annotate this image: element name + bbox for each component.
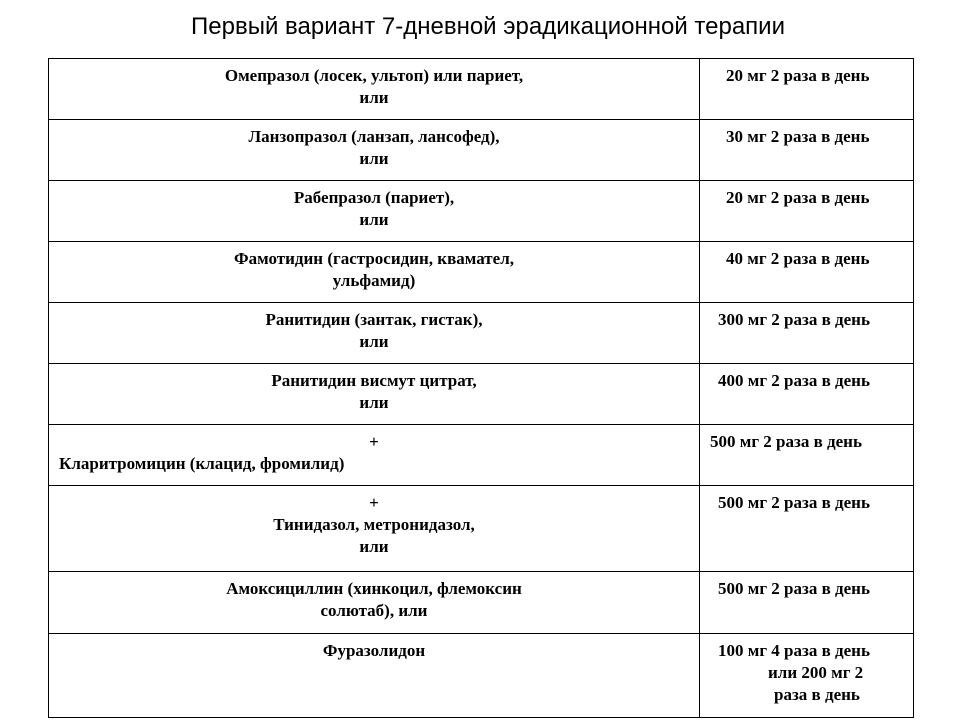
drug-cell — [49, 425, 700, 486]
drug-text: Амоксициллин (хинкоцил, флемоксин — [226, 579, 522, 598]
drug-text: или — [359, 537, 389, 556]
drug-text: или — [359, 332, 389, 351]
dose-text: 100 мг 4 раза в день — [718, 641, 870, 660]
drug-text: или — [359, 88, 389, 107]
drug-cell — [49, 242, 700, 303]
drug-text: или — [359, 149, 389, 168]
dose-text: 30 мг 2 раза в день — [726, 127, 870, 146]
dose-text: или 200 мг 2 — [768, 663, 864, 682]
dose-text: раза в день — [774, 685, 860, 704]
dose-text: 400 мг 2 раза в день — [718, 371, 870, 390]
dose-text: 20 мг 2 раза в день — [726, 188, 870, 207]
table-row — [49, 486, 914, 572]
drug-cell — [49, 572, 700, 634]
dose-text: 500 мг 2 раза в день — [710, 432, 862, 451]
therapy-table — [48, 58, 914, 718]
dose-cell — [700, 303, 914, 364]
dose-cell — [700, 572, 914, 634]
drug-text: Ранитидин висмут цитрат, — [271, 371, 477, 390]
drug-text: или — [359, 393, 389, 412]
table-row — [49, 364, 914, 425]
drug-text: Тинидазол, метронидазол, — [273, 515, 475, 534]
dose-cell — [700, 486, 914, 572]
table-row — [49, 59, 914, 120]
table-row — [49, 634, 914, 718]
dose-cell — [700, 364, 914, 425]
dose-text: 20 мг 2 раза в день — [726, 66, 870, 85]
slide-title: Первый вариант 7-дневной эрадикационной терапии — [191, 13, 785, 40]
table-row — [49, 242, 914, 303]
drug-cell — [49, 181, 700, 242]
plus-sign: + — [369, 493, 379, 512]
drug-text: или — [359, 210, 389, 229]
plus-sign: + — [369, 432, 379, 451]
drug-text: Фуразолидон — [322, 641, 426, 660]
table-row — [49, 572, 914, 634]
drug-text: солютаб), или — [320, 601, 428, 620]
dose-cell — [700, 242, 914, 303]
dose-text: 40 мг 2 раза в день — [726, 249, 870, 268]
drug-text: Кларитромицин (клацид, фромилид) — [59, 454, 345, 473]
table-row — [49, 425, 914, 486]
dose-cell — [700, 425, 914, 486]
table-row — [49, 120, 914, 181]
table-row — [49, 303, 914, 364]
drug-cell — [49, 364, 700, 425]
drug-text: Ланзопразол (ланзап, лансофед), — [248, 127, 500, 146]
drug-cell — [49, 486, 700, 572]
drug-text: Омепразол (лосек, ультоп) или париет, — [224, 66, 524, 85]
table-row — [49, 181, 914, 242]
drug-text: Фамотидин (гастросидин, квамател, — [234, 249, 514, 268]
dose-cell — [700, 634, 914, 718]
dose-text: 300 мг 2 раза в день — [718, 310, 870, 329]
dose-cell — [700, 181, 914, 242]
dose-text: 500 мг 2 раза в день — [718, 493, 870, 512]
dose-text: 500 мг 2 раза в день — [718, 579, 870, 598]
drug-cell — [49, 634, 700, 718]
drug-cell — [49, 120, 700, 181]
drug-text: Рабепразол (париет), — [293, 188, 455, 207]
drug-text: ульфамид) — [332, 271, 416, 290]
drug-cell — [49, 303, 700, 364]
drug-cell — [49, 59, 700, 120]
drug-text: Ранитидин (зантак, гистак), — [265, 310, 483, 329]
dose-cell — [700, 120, 914, 181]
dose-cell — [700, 59, 914, 120]
